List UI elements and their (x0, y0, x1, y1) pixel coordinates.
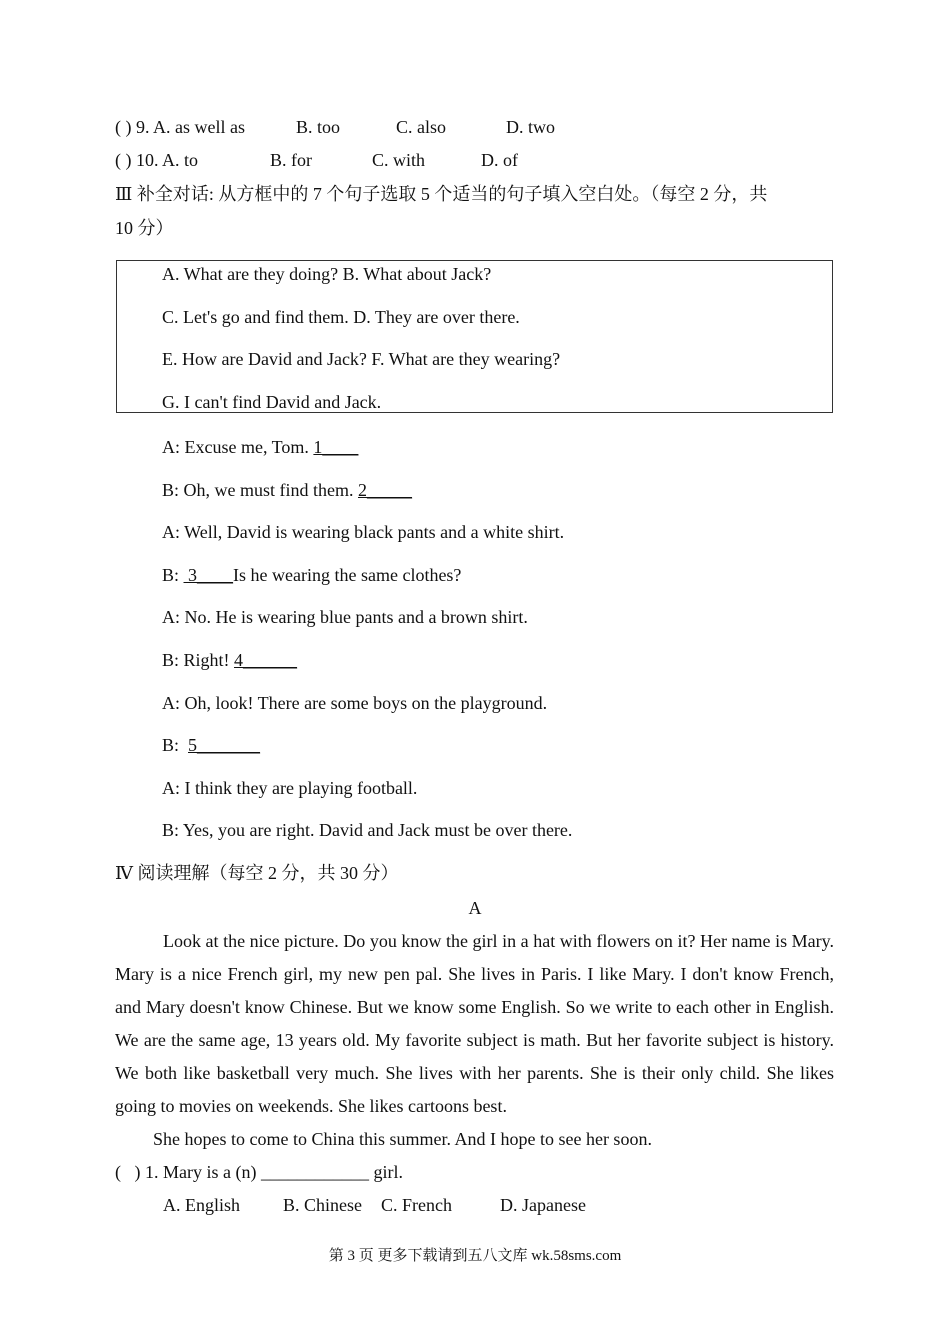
question-9-option-c: C. also (396, 117, 447, 137)
question-1-option-b: B. Chinese (283, 1195, 362, 1215)
answer-blank[interactable]: 4______ (234, 650, 298, 670)
question-1-stem: ( ) 1. Mary is a (n) ____________ girl. (115, 1162, 403, 1182)
question-10-option-c: C. with (372, 150, 426, 170)
question-1-option-a: A. English (163, 1195, 241, 1215)
dialogue-line: B: Right! 4______ (162, 650, 298, 670)
passage-label: A (468, 898, 482, 918)
dialogue-line: A: No. He is wearing blue pants and a brown shirt. (162, 607, 528, 627)
dialogue-line: A: I think they are playing football. (162, 778, 418, 798)
answer-blank[interactable]: 5_______ (188, 735, 261, 755)
page-footer: 第 3 页 更多下载请到五八文库 wk.58sms.com (328, 1248, 622, 1264)
dialogue-line: A: Excuse me, Tom. 1____ (162, 437, 359, 457)
box-option-ef: E. How are David and Jack? F. What are they wearing? (162, 349, 561, 369)
section-3-heading: Ⅲ 补全对话: 从方框中的 7 个句子选取 5 个适当的句子填入空白处。（每空 2 分，共 (115, 184, 768, 204)
answer-blank[interactable]: 3____ (183, 565, 234, 585)
section-3-heading-cont: 10 分） (115, 218, 174, 238)
dialogue-line: B: Yes, you are right. David and Jack must be over there. (162, 820, 573, 840)
question-9-option-b: B. too (296, 117, 341, 137)
question-1-option-d: D. Japanese (500, 1195, 586, 1215)
box-option-cd: C. Let's go and find them. D. They are over there. (162, 307, 520, 327)
dialogue-line: B: 3____Is he wearing the same clothes? (162, 565, 462, 585)
box-option-ab: A. What are they doing? B. What about Jack? (162, 264, 492, 284)
question-9-option-d: D. two (506, 117, 555, 137)
question-10-option-a: ( ) 10. A. to (115, 150, 198, 170)
passage-paragraph-2: She hopes to come to China this summer. And I hope to see her soon. (153, 1129, 652, 1149)
question-10-option-b: B. for (270, 150, 312, 170)
dialogue-line: A: Oh, look! There are some boys on the playground. (162, 693, 548, 713)
question-10-option-d: D. of (481, 150, 518, 170)
dialogue-line: B: 5_______ (162, 735, 261, 755)
box-option-g: G. I can't find David and Jack. (162, 392, 382, 412)
question-9-option-a: ( ) 9. A. as well as (115, 117, 245, 137)
passage-paragraph-1: Look at the nice picture. Do you know the girl in a hat with flowers on it? Her name is Mary. Mary is a nice French girl, my new pen pal. She lives in Paris. I like Mary. I don't know French, and Mary doesn't know Chinese. But we know some English. So we write to each other in English. We are the same age, 13 years old. My favorite subject is math. But her favorite subject is history. We both like basketball very much. She lives with her parents. She is their only child. She likes going to movies on weekends. She likes cartoons best. (115, 931, 834, 1116)
question-1-option-c: C. French (381, 1195, 452, 1215)
dialogue-line: B: Oh, we must find them. 2_____ (162, 480, 412, 500)
section-4-heading: Ⅳ 阅读理解（每空 2 分，共 30 分） (115, 863, 399, 883)
answer-blank[interactable]: 2_____ (358, 480, 412, 500)
answer-blank[interactable]: 1____ (313, 437, 359, 457)
dialogue-line: A: Well, David is wearing black pants and a white shirt. (162, 522, 565, 542)
